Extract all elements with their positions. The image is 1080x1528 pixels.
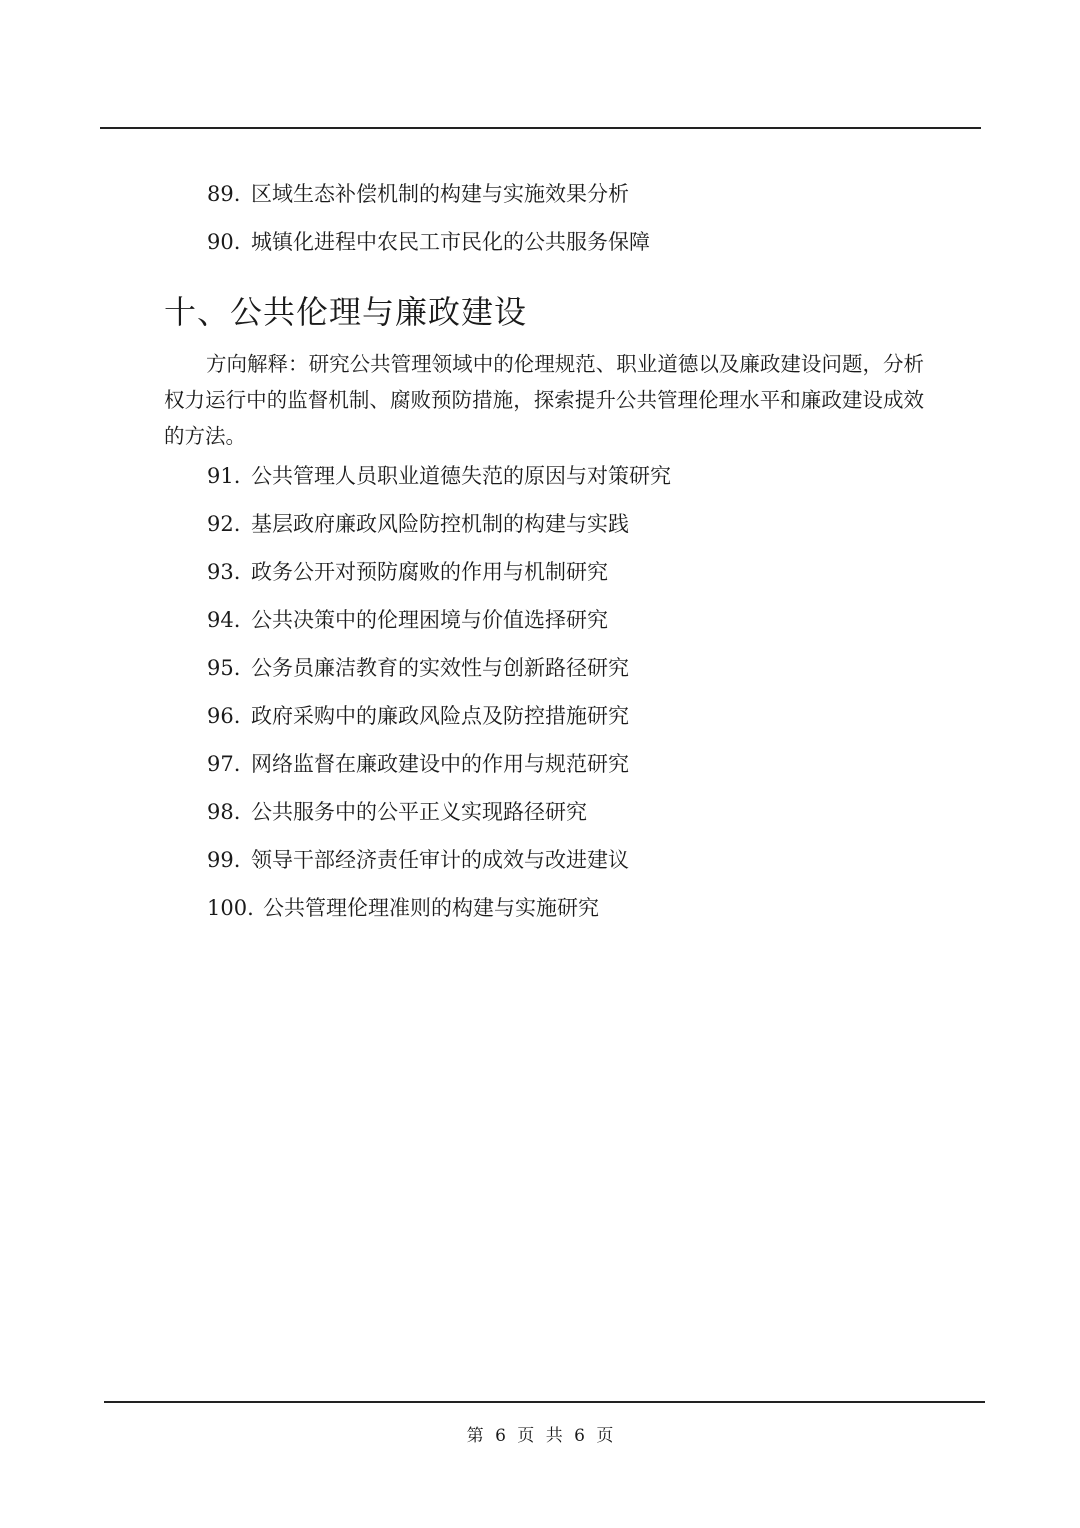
item-number: 96.: [207, 704, 241, 728]
list-item: [207, 702, 629, 730]
section-heading: 十、公共伦理与廉政建设: [164, 293, 528, 331]
list-item: [207, 846, 629, 874]
item-number: 93.: [207, 560, 241, 584]
item-text: 公共决策中的伦理困境与价值选择研究: [251, 608, 608, 632]
item-number: 94.: [207, 608, 241, 632]
item-text: 区域生态补偿机制的构建与实施效果分析: [251, 182, 629, 206]
item-text: 领导干部经济责任审计的成效与改进建议: [251, 848, 629, 872]
list-item: [207, 606, 608, 634]
item-text: 公共管理人员职业道德失范的原因与对策研究: [251, 464, 671, 488]
footer-rule: [104, 1401, 985, 1403]
list-item: [207, 510, 629, 538]
item-number: 90.: [207, 230, 241, 254]
item-text: 网络监督在廉政建设中的作用与规范研究: [251, 752, 629, 776]
item-text: 政府采购中的廉政风险点及防控措施研究: [251, 704, 629, 728]
item-number: 100.: [207, 896, 254, 920]
item-number: 99.: [207, 848, 241, 872]
item-number: 97.: [207, 752, 241, 776]
list-item: [207, 228, 650, 256]
section-explanation: 方向解释：研究公共管理领域中的伦理规范、职业道德以及廉政建设问题，分析权力运行中的监督机制、腐败预防措施，探索提升公共管理伦理水平和廉政建设成效的方法。: [164, 352, 924, 448]
list-item: [207, 462, 671, 490]
list-item: [207, 894, 599, 922]
item-text: 公共服务中的公平正义实现路径研究: [251, 800, 587, 824]
item-number: 98.: [207, 800, 241, 824]
page-number-footer: 第 6 页 共 6 页: [466, 1426, 614, 1446]
list-item: [207, 798, 587, 826]
item-text: 政务公开对预防腐败的作用与机制研究: [251, 560, 608, 584]
list-item: [207, 180, 629, 208]
item-text: 基层政府廉政风险防控机制的构建与实践: [251, 512, 629, 536]
item-text: 公务员廉洁教育的实效性与创新路径研究: [251, 656, 629, 680]
item-number: 91.: [207, 464, 241, 488]
header-rule: [100, 127, 981, 129]
list-item: [207, 654, 629, 682]
item-text: 城镇化进程中农民工市民化的公共服务保障: [251, 230, 650, 254]
list-item: [207, 750, 629, 778]
item-text: 公共管理伦理准则的构建与实施研究: [263, 896, 599, 920]
item-number: 92.: [207, 512, 241, 536]
item-number: 95.: [207, 656, 241, 680]
item-number: 89.: [207, 182, 241, 206]
list-item: [207, 558, 608, 586]
